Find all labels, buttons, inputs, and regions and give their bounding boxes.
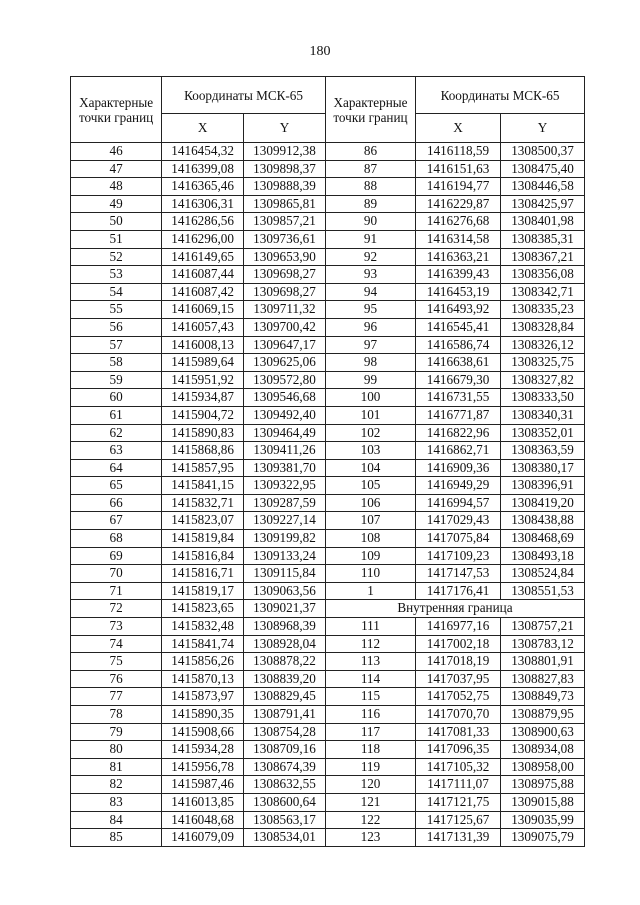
header-points-left: Характерные точки границ — [71, 77, 162, 143]
right-y-cell: 1308352,01 — [501, 424, 585, 442]
right-point-cell: 101 — [325, 406, 415, 424]
right-point-cell: 87 — [325, 160, 415, 178]
right-y-cell: 1308367,21 — [501, 248, 585, 266]
right-x-cell: 1417081,33 — [416, 723, 501, 741]
right-y-cell: 1308333,50 — [501, 389, 585, 407]
right-y-cell: 1308783,12 — [501, 635, 585, 653]
right-x-cell: 1416994,57 — [416, 494, 501, 512]
right-y-cell: 1308335,23 — [501, 301, 585, 319]
right-point-cell: 117 — [325, 723, 415, 741]
table-row — [71, 301, 585, 319]
right-y-cell: 1308342,71 — [501, 283, 585, 301]
right-point-cell: 100 — [325, 389, 415, 407]
left-x-cell: 1415934,87 — [162, 389, 244, 407]
right-x-cell: 1417176,41 — [416, 582, 501, 600]
right-point-cell: 89 — [325, 195, 415, 213]
right-x-cell: 1416151,63 — [416, 160, 501, 178]
left-x-cell: 1415823,07 — [162, 512, 244, 530]
right-x-cell: 1416638,61 — [416, 354, 501, 372]
left-point-cell: 82 — [71, 776, 162, 794]
right-y-cell: 1309075,79 — [501, 829, 585, 847]
left-point-cell: 59 — [71, 371, 162, 389]
right-point-cell: 86 — [325, 143, 415, 161]
right-point-cell: 88 — [325, 178, 415, 196]
right-y-cell: 1308524,84 — [501, 565, 585, 583]
right-point-cell: 94 — [325, 283, 415, 301]
left-y-cell: 1309572,80 — [244, 371, 326, 389]
table-row — [71, 266, 585, 284]
table-row — [71, 670, 585, 688]
right-x-cell: 1417109,23 — [416, 547, 501, 565]
left-x-cell: 1415904,72 — [162, 406, 244, 424]
table-row — [71, 723, 585, 741]
left-point-cell: 75 — [71, 653, 162, 671]
table-row — [71, 618, 585, 636]
left-y-cell: 1309888,39 — [244, 178, 326, 196]
left-y-cell: 1309322,95 — [244, 477, 326, 495]
right-point-cell: 116 — [325, 706, 415, 724]
right-y-cell: 1308958,00 — [501, 758, 585, 776]
left-point-cell: 76 — [71, 670, 162, 688]
right-point-cell: 107 — [325, 512, 415, 530]
right-point-cell: 113 — [325, 653, 415, 671]
left-point-cell: 64 — [71, 459, 162, 477]
page-number: 180 — [309, 44, 331, 59]
right-y-cell: 1308340,31 — [501, 406, 585, 424]
table-row — [71, 635, 585, 653]
table-row — [71, 758, 585, 776]
left-point-cell: 56 — [71, 318, 162, 336]
left-x-cell: 1416013,85 — [162, 793, 244, 811]
right-y-cell: 1308446,58 — [501, 178, 585, 196]
header-y-left: Y — [244, 114, 326, 143]
left-point-cell: 70 — [71, 565, 162, 583]
table-row — [71, 565, 585, 583]
left-x-cell: 1416454,32 — [162, 143, 244, 161]
right-point-cell: 120 — [325, 776, 415, 794]
table-row — [71, 283, 585, 301]
right-x-cell: 1416399,43 — [416, 266, 501, 284]
left-x-cell: 1415832,48 — [162, 618, 244, 636]
left-x-cell: 1416399,08 — [162, 160, 244, 178]
right-point-cell: 95 — [325, 301, 415, 319]
left-x-cell: 1415951,92 — [162, 371, 244, 389]
left-point-cell: 65 — [71, 477, 162, 495]
right-x-cell: 1417018,19 — [416, 653, 501, 671]
right-point-cell: 102 — [325, 424, 415, 442]
right-x-cell: 1416731,55 — [416, 389, 501, 407]
left-point-cell: 62 — [71, 424, 162, 442]
left-point-cell: 81 — [71, 758, 162, 776]
right-x-cell: 1416679,30 — [416, 371, 501, 389]
left-point-cell: 58 — [71, 354, 162, 372]
right-x-cell: 1416586,74 — [416, 336, 501, 354]
left-y-cell: 1309625,06 — [244, 354, 326, 372]
right-x-cell: 1416229,87 — [416, 195, 501, 213]
table-row — [71, 213, 585, 231]
table-row — [71, 741, 585, 759]
left-point-cell: 77 — [71, 688, 162, 706]
right-y-cell: 1308900,63 — [501, 723, 585, 741]
right-point-cell: 97 — [325, 336, 415, 354]
table-row — [71, 178, 585, 196]
right-point-cell: 92 — [325, 248, 415, 266]
left-point-cell: 80 — [71, 741, 162, 759]
left-point-cell: 53 — [71, 266, 162, 284]
right-point-cell: 109 — [325, 547, 415, 565]
left-x-cell: 1416079,09 — [162, 829, 244, 847]
left-y-cell: 1309698,27 — [244, 266, 326, 284]
right-point-cell: 90 — [325, 213, 415, 231]
right-y-cell: 1308419,20 — [501, 494, 585, 512]
right-x-cell: 1417131,39 — [416, 829, 501, 847]
right-x-cell: 1417070,70 — [416, 706, 501, 724]
left-y-cell: 1308928,04 — [244, 635, 326, 653]
right-point-cell: 115 — [325, 688, 415, 706]
left-y-cell: 1308632,55 — [244, 776, 326, 794]
left-point-cell: 52 — [71, 248, 162, 266]
right-x-cell: 1416314,58 — [416, 230, 501, 248]
right-y-cell: 1308363,59 — [501, 442, 585, 460]
left-x-cell: 1416296,00 — [162, 230, 244, 248]
left-y-cell: 1308709,16 — [244, 741, 326, 759]
right-y-cell: 1308380,17 — [501, 459, 585, 477]
table-row — [71, 406, 585, 424]
right-point-cell: 1 — [325, 582, 415, 600]
left-x-cell: 1415856,26 — [162, 653, 244, 671]
left-point-cell: 51 — [71, 230, 162, 248]
left-y-cell: 1309381,70 — [244, 459, 326, 477]
right-y-cell: 1308934,08 — [501, 741, 585, 759]
right-x-cell: 1416822,96 — [416, 424, 501, 442]
header-y-right: Y — [501, 114, 585, 143]
left-x-cell: 1415908,66 — [162, 723, 244, 741]
right-point-cell: 114 — [325, 670, 415, 688]
left-point-cell: 66 — [71, 494, 162, 512]
right-x-cell: 1416977,16 — [416, 618, 501, 636]
left-point-cell: 55 — [71, 301, 162, 319]
table-row — [71, 512, 585, 530]
left-y-cell: 1308600,64 — [244, 793, 326, 811]
right-y-cell: 1308401,98 — [501, 213, 585, 231]
left-x-cell: 1416008,13 — [162, 336, 244, 354]
right-y-cell: 1308500,37 — [501, 143, 585, 161]
right-y-cell: 1308551,53 — [501, 582, 585, 600]
left-x-cell: 1415989,64 — [162, 354, 244, 372]
header-points-right: Характерные точки границ — [325, 77, 415, 143]
right-point-cell: 105 — [325, 477, 415, 495]
left-x-cell: 1416286,56 — [162, 213, 244, 231]
left-y-cell: 1309857,21 — [244, 213, 326, 231]
left-y-cell: 1309227,14 — [244, 512, 326, 530]
right-point-cell: 103 — [325, 442, 415, 460]
left-y-cell: 1309711,32 — [244, 301, 326, 319]
left-y-cell: 1309464,49 — [244, 424, 326, 442]
right-point-cell: 110 — [325, 565, 415, 583]
left-x-cell: 1415816,71 — [162, 565, 244, 583]
left-point-cell: 48 — [71, 178, 162, 196]
table-row — [71, 600, 585, 618]
right-point-cell: 119 — [325, 758, 415, 776]
right-x-cell: 1416194,77 — [416, 178, 501, 196]
right-point-cell: 122 — [325, 811, 415, 829]
left-y-cell: 1308754,28 — [244, 723, 326, 741]
right-x-cell: 1417096,35 — [416, 741, 501, 759]
left-y-cell: 1309653,90 — [244, 248, 326, 266]
right-x-cell: 1416909,36 — [416, 459, 501, 477]
right-y-cell: 1308757,21 — [501, 618, 585, 636]
table-row — [71, 494, 585, 512]
left-x-cell: 1416048,68 — [162, 811, 244, 829]
right-y-cell: 1308879,95 — [501, 706, 585, 724]
right-x-cell: 1417121,75 — [416, 793, 501, 811]
left-point-cell: 74 — [71, 635, 162, 653]
left-y-cell: 1309021,37 — [244, 600, 326, 618]
left-point-cell: 85 — [71, 829, 162, 847]
table-row — [71, 195, 585, 213]
left-y-cell: 1309700,42 — [244, 318, 326, 336]
right-y-cell: 1308328,84 — [501, 318, 585, 336]
left-y-cell: 1308534,01 — [244, 829, 326, 847]
left-x-cell: 1415987,46 — [162, 776, 244, 794]
table-row — [71, 530, 585, 548]
table-row — [71, 477, 585, 495]
left-point-cell: 63 — [71, 442, 162, 460]
right-y-cell: 1308438,88 — [501, 512, 585, 530]
right-y-cell: 1308801,91 — [501, 653, 585, 671]
left-point-cell: 69 — [71, 547, 162, 565]
right-x-cell: 1417105,32 — [416, 758, 501, 776]
left-point-cell: 47 — [71, 160, 162, 178]
left-x-cell: 1415890,35 — [162, 706, 244, 724]
left-y-cell: 1308791,41 — [244, 706, 326, 724]
right-x-cell: 1417125,67 — [416, 811, 501, 829]
table-row — [71, 230, 585, 248]
left-x-cell: 1415819,17 — [162, 582, 244, 600]
right-y-cell: 1308396,91 — [501, 477, 585, 495]
left-y-cell: 1309133,24 — [244, 547, 326, 565]
left-point-cell: 71 — [71, 582, 162, 600]
left-point-cell: 60 — [71, 389, 162, 407]
left-y-cell: 1309199,82 — [244, 530, 326, 548]
right-y-cell: 1308493,18 — [501, 547, 585, 565]
table-row — [71, 459, 585, 477]
left-y-cell: 1308563,17 — [244, 811, 326, 829]
table-row — [71, 143, 585, 161]
right-x-cell: 1416363,21 — [416, 248, 501, 266]
right-x-cell: 1417111,07 — [416, 776, 501, 794]
left-x-cell: 1415816,84 — [162, 547, 244, 565]
left-y-cell: 1308829,45 — [244, 688, 326, 706]
right-point-cell: 123 — [325, 829, 415, 847]
table-row — [71, 811, 585, 829]
table-row — [71, 653, 585, 671]
left-y-cell: 1308878,22 — [244, 653, 326, 671]
table-row — [71, 248, 585, 266]
right-x-cell: 1416453,19 — [416, 283, 501, 301]
header-x-left: X — [162, 114, 244, 143]
left-y-cell: 1309546,68 — [244, 389, 326, 407]
left-point-cell: 49 — [71, 195, 162, 213]
left-x-cell: 1416069,15 — [162, 301, 244, 319]
right-y-cell: 1308385,31 — [501, 230, 585, 248]
coordinates-table — [70, 76, 585, 847]
table-row — [71, 389, 585, 407]
table-row — [71, 776, 585, 794]
left-x-cell: 1416306,31 — [162, 195, 244, 213]
left-point-cell: 67 — [71, 512, 162, 530]
left-x-cell: 1415819,84 — [162, 530, 244, 548]
header-coords-right: Координаты МСК-65 — [416, 77, 585, 114]
right-y-cell: 1309015,88 — [501, 793, 585, 811]
right-x-cell: 1416118,59 — [416, 143, 501, 161]
right-x-cell: 1417037,95 — [416, 670, 501, 688]
table-row — [71, 829, 585, 847]
right-point-cell: 93 — [325, 266, 415, 284]
table-row — [71, 688, 585, 706]
right-y-cell: 1309035,99 — [501, 811, 585, 829]
right-y-cell: 1308827,83 — [501, 670, 585, 688]
table-row — [71, 582, 585, 600]
table-row — [71, 793, 585, 811]
right-x-cell: 1417029,43 — [416, 512, 501, 530]
table-row — [71, 547, 585, 565]
right-y-cell: 1308975,88 — [501, 776, 585, 794]
right-y-cell: 1308475,40 — [501, 160, 585, 178]
right-x-cell: 1417147,53 — [416, 565, 501, 583]
left-y-cell: 1309287,59 — [244, 494, 326, 512]
left-x-cell: 1415841,15 — [162, 477, 244, 495]
right-point-cell: 108 — [325, 530, 415, 548]
left-y-cell: 1309736,61 — [244, 230, 326, 248]
right-point-cell: 106 — [325, 494, 415, 512]
right-point-cell: 96 — [325, 318, 415, 336]
left-point-cell: 57 — [71, 336, 162, 354]
left-y-cell: 1309115,84 — [244, 565, 326, 583]
left-y-cell: 1308674,39 — [244, 758, 326, 776]
right-point-cell: 118 — [325, 741, 415, 759]
left-x-cell: 1415823,65 — [162, 600, 244, 618]
left-x-cell: 1416087,42 — [162, 283, 244, 301]
right-y-cell: 1308468,69 — [501, 530, 585, 548]
left-point-cell: 79 — [71, 723, 162, 741]
right-x-cell: 1416771,87 — [416, 406, 501, 424]
right-point-cell: 98 — [325, 354, 415, 372]
left-point-cell: 83 — [71, 793, 162, 811]
table-body — [71, 143, 585, 847]
right-point-cell: 104 — [325, 459, 415, 477]
left-y-cell: 1309898,37 — [244, 160, 326, 178]
right-y-cell: 1308425,97 — [501, 195, 585, 213]
table-row — [71, 442, 585, 460]
left-y-cell: 1309492,40 — [244, 406, 326, 424]
right-point-cell: 111 — [325, 618, 415, 636]
right-x-cell: 1417002,18 — [416, 635, 501, 653]
left-y-cell: 1309865,81 — [244, 195, 326, 213]
left-x-cell: 1415873,97 — [162, 688, 244, 706]
right-y-cell: 1308326,12 — [501, 336, 585, 354]
left-x-cell: 1415870,13 — [162, 670, 244, 688]
left-point-cell: 50 — [71, 213, 162, 231]
left-x-cell: 1415956,78 — [162, 758, 244, 776]
left-y-cell: 1309411,26 — [244, 442, 326, 460]
left-x-cell: 1416087,44 — [162, 266, 244, 284]
left-x-cell: 1415857,95 — [162, 459, 244, 477]
right-x-cell: 1417052,75 — [416, 688, 501, 706]
left-x-cell: 1415832,71 — [162, 494, 244, 512]
header-coords-left: Координаты МСК-65 — [162, 77, 326, 114]
left-y-cell: 1309063,56 — [244, 582, 326, 600]
left-x-cell: 1416149,65 — [162, 248, 244, 266]
left-x-cell: 1415934,28 — [162, 741, 244, 759]
right-y-cell: 1308325,75 — [501, 354, 585, 372]
left-x-cell: 1415890,83 — [162, 424, 244, 442]
right-x-cell: 1416545,41 — [416, 318, 501, 336]
left-y-cell: 1309912,38 — [244, 143, 326, 161]
table-row — [71, 160, 585, 178]
right-x-cell: 1417075,84 — [416, 530, 501, 548]
right-x-cell: 1416862,71 — [416, 442, 501, 460]
left-point-cell: 54 — [71, 283, 162, 301]
left-x-cell: 1416365,46 — [162, 178, 244, 196]
left-x-cell: 1416057,43 — [162, 318, 244, 336]
right-x-cell: 1416949,29 — [416, 477, 501, 495]
left-y-cell: 1309647,17 — [244, 336, 326, 354]
left-x-cell: 1415868,86 — [162, 442, 244, 460]
right-x-cell: 1416276,68 — [416, 213, 501, 231]
right-y-cell: 1308356,08 — [501, 266, 585, 284]
right-x-cell: 1416493,92 — [416, 301, 501, 319]
left-x-cell: 1415841,74 — [162, 635, 244, 653]
table-row — [71, 318, 585, 336]
left-point-cell: 72 — [71, 600, 162, 618]
right-point-cell: 121 — [325, 793, 415, 811]
table-row — [71, 336, 585, 354]
right-y-cell: 1308327,82 — [501, 371, 585, 389]
left-point-cell: 84 — [71, 811, 162, 829]
table-row — [71, 706, 585, 724]
table-row — [71, 371, 585, 389]
left-y-cell: 1308839,20 — [244, 670, 326, 688]
left-point-cell: 46 — [71, 143, 162, 161]
left-y-cell: 1308968,39 — [244, 618, 326, 636]
right-y-cell: 1308849,73 — [501, 688, 585, 706]
right-point-cell: 91 — [325, 230, 415, 248]
right-point-cell: 99 — [325, 371, 415, 389]
left-point-cell: 73 — [71, 618, 162, 636]
right-point-cell: 112 — [325, 635, 415, 653]
left-point-cell: 78 — [71, 706, 162, 724]
header-x-right: X — [416, 114, 501, 143]
table-row — [71, 354, 585, 372]
left-point-cell: 61 — [71, 406, 162, 424]
section-title-inner-boundary: Внутренняя граница — [325, 600, 584, 618]
left-y-cell: 1309698,27 — [244, 283, 326, 301]
left-point-cell: 68 — [71, 530, 162, 548]
table-row — [71, 424, 585, 442]
